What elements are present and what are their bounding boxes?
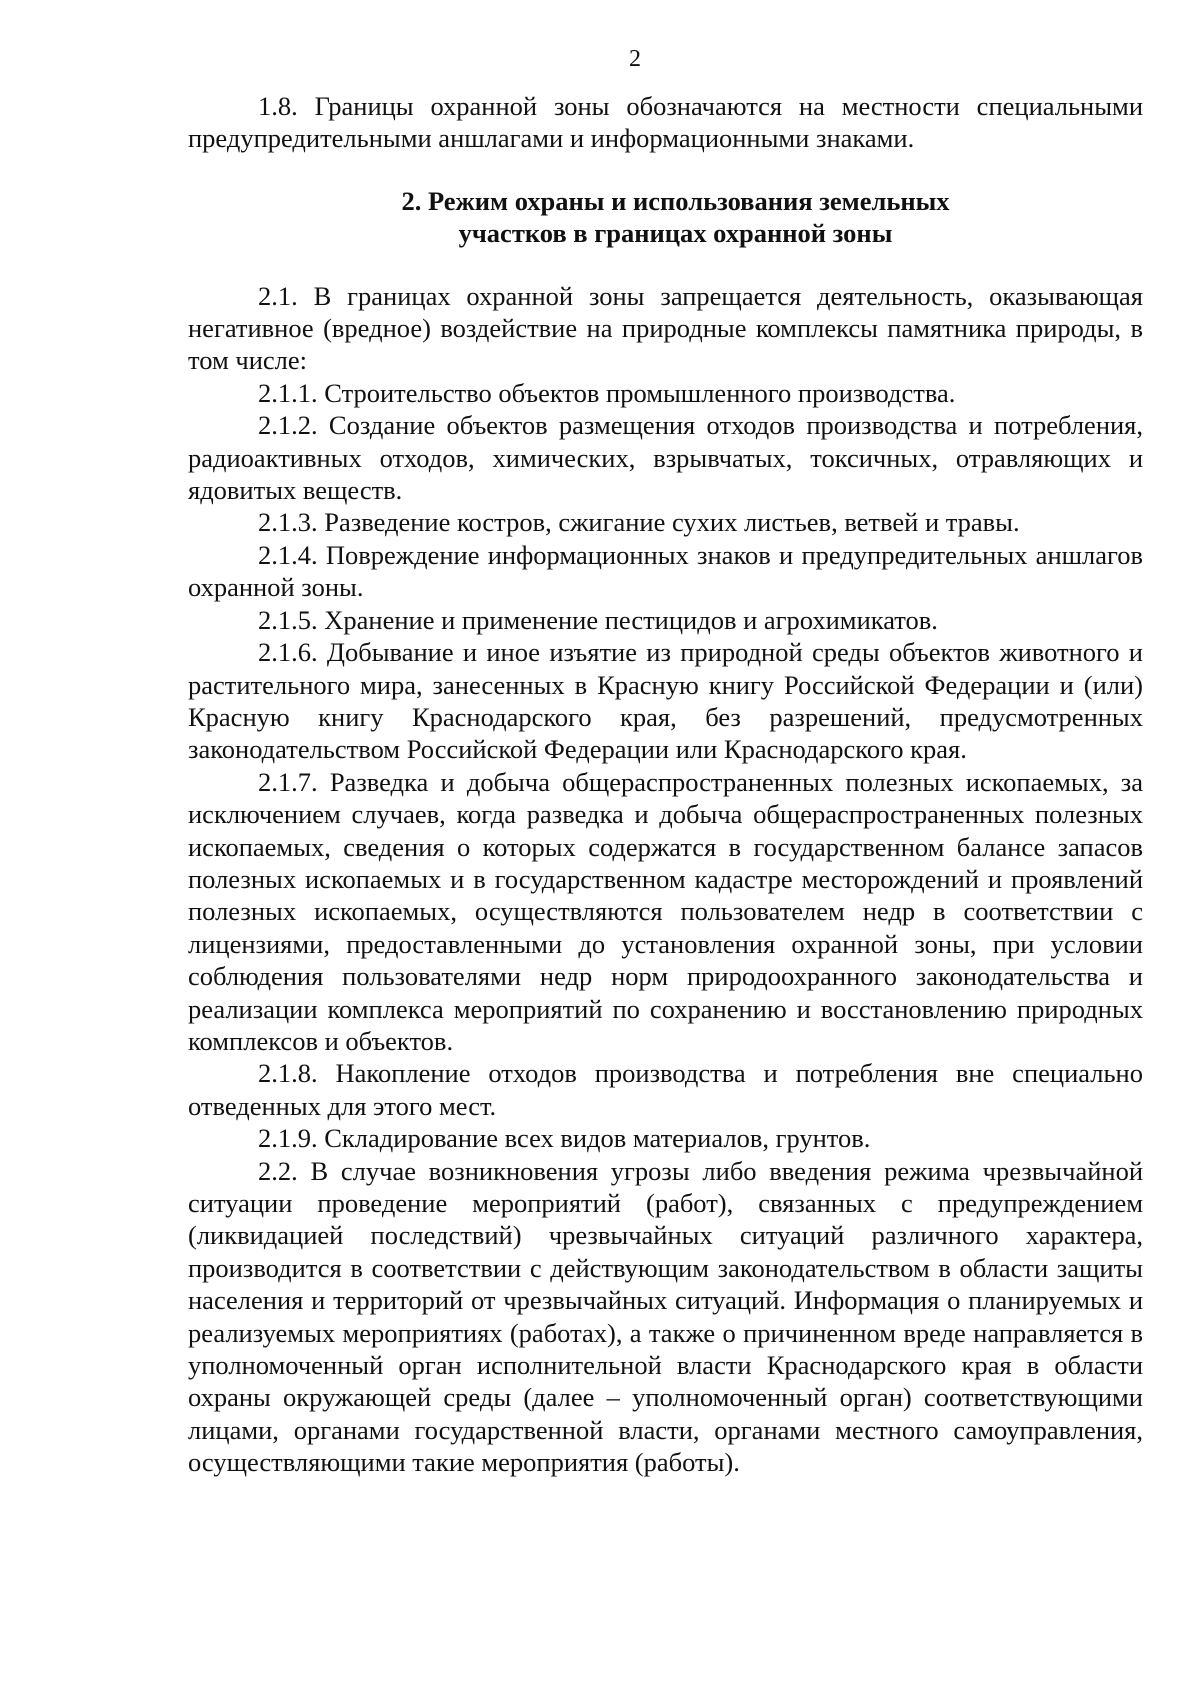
paragraph-2-1-7: 2.1.7. Разведка и добыча общераспространенных полезных ископаемых, за исключением случаев, когда разведка и добыча общераспространенных полезных ископаемых, сведения о которых содержатся в государственном балансе запасов полезных ископаемых и в государственном кадастре месторождений и проявлений полезных ископаемых, осуществляются пользователем недр в соответствии с лицензиями, предоставленными до установления охранной зоны, при условии соблюдения пользователями недр норм природоохранного законодательства и реализации комплекса мероприятий по сохранению и восстановлению природных комплексов и объектов. bbox=[188, 766, 1143, 1056]
paragraph-2-1-2: 2.1.2. Создание объектов размещения отходов производства и потребления, радиоактивных отходов, химических, взрывчатых, токсичных, отравляющих и ядовитых веществ. bbox=[188, 410, 1143, 506]
paragraph-2-1-6: 2.1.6. Добывание и иное изъятие из природной среды объектов животного и растительного мира, занесенных в Красную книгу Российской Федерации и (или) Красную книгу Краснодарского края, без разрешений, предусмотренных законодательством Российской Федерации или Краснодарского края. bbox=[188, 637, 1143, 765]
paragraph-2-1: 2.1. В границах охранной зоны запрещается деятельность, оказывающая негативное (вредное) воздействие на природные комплексы памятника природы, в том числе: bbox=[188, 280, 1143, 376]
paragraph-2-1-3: 2.1.3. Разведение костров, сжигание сухих листьев, ветвей и травы. bbox=[258, 507, 1020, 538]
paragraph-2-2: 2.2. В случае возникновения угрозы либо введения режима чрезвычайной ситуации проведение мероприятий (работ), связанных с предупреждением (ликвидацией последствий) чрезвычайных ситуаций различного характера, производится в соответствии с действующим законодательством в области защиты населения и территорий от чрезвычайных ситуаций. Информация о планируемых и реализуемых мероприятиях (работах), а также о причиненном вреде направляется в уполномоченный орган исполнительной власти Краснодарского края в области охраны окружающей среды (далее – уполномоченный орган) соответствующими лицами, органами государственной власти, органами местного самоуправления, осуществляющими такие мероприятия (работы). bbox=[188, 1155, 1143, 1478]
paragraph-1-8: 1.8. Границы охранной зоны обозначаются на местности специальными предупредительными аншлагами и информационными знаками. bbox=[188, 91, 1143, 154]
paragraph-2-1-8: 2.1.8. Накопление отходов производства и потребления вне специально отведенных для этого мест. bbox=[188, 1058, 1143, 1121]
section-2-heading-line-2: участков в границах охранной зоны bbox=[458, 218, 893, 249]
paragraph-2-1-5: 2.1.5. Хранение и применение пестицидов и агрохимикатов. bbox=[258, 604, 938, 635]
paragraph-2-1-4: 2.1.4. Повреждение информационных знаков и предупредительных аншлагов охранной зоны. bbox=[188, 539, 1143, 603]
paragraph-2-1-9: 2.1.9. Складирование всех видов материалов, грунтов. bbox=[258, 1123, 871, 1154]
section-2-heading-line-1: 2. Режим охраны и использования земельных bbox=[401, 185, 950, 216]
paragraph-2-1-1: 2.1.1. Строительство объектов промышленного производства. bbox=[258, 377, 956, 408]
document-body bbox=[188, 90, 1143, 1479]
section-2-heading bbox=[188, 185, 1143, 250]
page-number: 2 bbox=[629, 46, 641, 72]
